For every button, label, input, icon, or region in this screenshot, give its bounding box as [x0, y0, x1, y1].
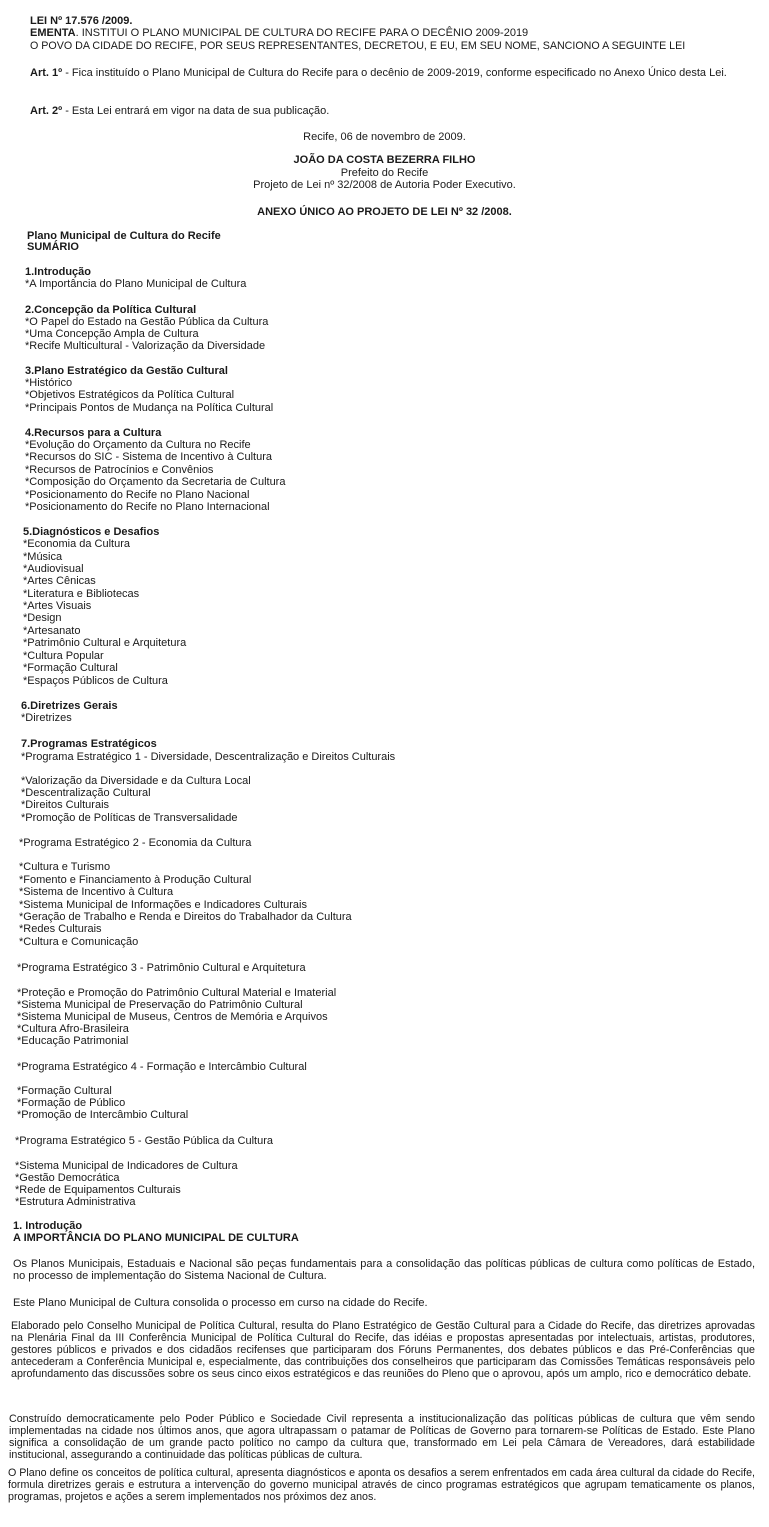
intro-heading: A IMPORTÂNCIA DO PLANO MUNICIPAL DE CULTURA	[13, 1232, 299, 1244]
intro-paragraph: Este Plano Municipal de Cultura consolida o processo em curso na cidade do Recife.	[13, 1297, 428, 1309]
program-item: *Fomento e Financiamento à Produção Cultural	[19, 874, 252, 886]
intro-paragraph: Os Planos Municipais, Estaduais e Nacional são peças fundamentais para a consolidação das políticas públicas de cultura como políticas de Estado, no processo de implementação do Sistema Nacional de Cultura.	[13, 1258, 755, 1282]
section-title: 3.Plano Estratégico da Gestão Cultural	[25, 365, 228, 377]
program-item: *Estrutura Administrativa	[15, 1196, 136, 1208]
program-item: *Redes Culturais	[19, 923, 102, 935]
intro-paragraph: O Plano define os conceitos de política cultural, apresenta diagnósticos e aponta os desafios a serem enfrentados em cada área cultural da cidade do Recife, formula diretrizes gerais e estrutura a intervenção do governo municipal através de cinco programas estratégicos que agrupam tematicamente os planos, programas, projetos e ações a serem implementados nos próximos dez anos.	[8, 1467, 755, 1503]
program-item: *Cultura Afro-Brasileira	[17, 1023, 129, 1035]
article-1	[30, 67, 752, 79]
program-item: *Promoção de Políticas de Transversalidade	[21, 812, 238, 824]
program-item: *Descentralização Cultural	[21, 787, 151, 799]
program-item: *Sistema Municipal de Preservação do Patrimônio Cultural	[17, 999, 303, 1011]
section-title: 5.Diagnósticos e Desafios	[23, 526, 160, 538]
section-item: *Recife Multicultural - Valorização da Diversidade	[25, 340, 266, 352]
signer-role: Prefeito do Recife	[340, 167, 429, 179]
section-item: *Posicionamento do Recife no Plano Nacional	[25, 489, 250, 501]
section-title: 7.Programas Estratégicos	[21, 738, 157, 750]
project-authorship: Projeto de Lei nº 32/2008 de Autoria Poder Executivo.	[253, 179, 516, 191]
section-item: *Objetivos Estratégicos da Política Cultural	[25, 389, 235, 401]
program-title: *Programa Estratégico 4 - Formação e Intercâmbio Cultural	[17, 1061, 307, 1073]
program-item: *Direitos Culturais	[21, 799, 110, 811]
section-title: 1.Introdução	[25, 266, 92, 278]
program-item: *Cultura e Comunicação	[19, 936, 139, 948]
program-title: *Programa Estratégico 5 - Gestão Pública da Cultura	[15, 1135, 274, 1147]
section-item: *Audiovisual	[23, 563, 84, 575]
section-item: *Artes Visuais	[23, 600, 92, 612]
section-item: *Música	[23, 551, 63, 563]
section-title: 2.Concepção da Política Cultural	[25, 304, 197, 316]
summary-label: SUMÁRIO	[27, 241, 79, 253]
section-item: *Histórico	[25, 377, 73, 389]
program-item: *Sistema Municipal de Informações e Indicadores Culturais	[19, 899, 307, 911]
section-item: *Literatura e Bibliotecas	[23, 588, 140, 600]
program-item: *Proteção e Promoção do Patrimônio Cultural Material e Imaterial	[17, 987, 337, 999]
program-title: *Programa Estratégico 3 - Patrimônio Cultural e Arquitetura	[17, 962, 306, 974]
section-item: *Diretrizes	[21, 712, 72, 724]
article-text: - Fica instituído o Plano Municipal de Cultura do Recife para o decênio de 2009-2019, conforme especificado no Anexo Único desta Lei.	[62, 67, 727, 79]
section-title: 6.Diretrizes Gerais	[21, 700, 118, 712]
section-item: *Formação Cultural	[23, 662, 118, 674]
section-item: *Patrimônio Cultural e Arquitetura	[23, 637, 187, 649]
intro-paragraph: Elaborado pelo Conselho Municipal de Política Cultural, resulta do Plano Estratégico de Gestão Cultural para a Cidade do Recife, das diretrizes aprovadas na Plenária Final da III Conferência Municipal de Política Cultural do Recife, das idéias e propostas apresentadas por intelectuais, artistas, produtores, gestores públicos e privados e dos cidadãos recifenses que participaram dos Fóruns Permanentes, dos debates públicos e das Pré-Conferências que antecederam a Conferência Municipal e, especialmente, das contribuições dos conselheiros que participaram das Comissões Temáticas responsáveis pelo aprofundamento das discussões sobre os seus cinco eixos estratégicos e das reuniões do Pleno que o aprovou, após um amplo, rico e democrático debate.	[11, 1320, 755, 1380]
law-number: LEI Nº 17.576 /2009.	[30, 15, 133, 27]
program-item: *Rede de Equipamentos Culturais	[15, 1184, 181, 1196]
intro-paragraph: Construído democraticamente pelo Poder Público e Sociedade Civil representa a institucionalização das políticas públicas de cultura que vêm sendo implementadas na cidade nos últimos anos, que agora ultrapassam o patamar de Políticas de Governo para tornarem-se Políticas de Estado. Este Plano significa a consolidação de um grande pacto político no campo da cultura que, transformado em Lei pela Câmara de Vereadores, dará estabilidade institucional, assegurando a continuidade das políticas públicas de cultura.	[9, 1413, 755, 1461]
annex-title: ANEXO ÚNICO AO PROJETO DE LEI Nº 32 /2008.	[257, 206, 512, 218]
article-2	[30, 105, 329, 117]
program-item: *Formação de Público	[17, 1097, 126, 1109]
section-item: *Uma Concepção Ampla de Cultura	[25, 328, 199, 340]
place-date: Recife, 06 de novembro de 2009.	[303, 131, 466, 143]
section-item: *Artes Cênicas	[23, 575, 96, 587]
ementa-label: EMENTA	[30, 27, 76, 39]
section-item: *Artesanato	[23, 625, 81, 637]
section-item: *Design	[23, 612, 62, 624]
signer-name: JOÃO DA COSTA BEZERRA FILHO	[293, 154, 476, 166]
program-item: *Cultura e Turismo	[19, 861, 111, 873]
article-label: Art. 1º	[30, 67, 63, 79]
program-item: *Formação Cultural	[17, 1085, 112, 1097]
section-item: *Evolução do Orçamento da Cultura no Recife	[25, 439, 251, 451]
program-title: *Programa Estratégico 2 - Economia da Cultura	[19, 837, 252, 849]
program-item: *Valorização da Diversidade e da Cultura Local	[21, 775, 251, 787]
program-item: *Promoção de Intercâmbio Cultural	[17, 1109, 189, 1121]
section-item: *A Importância do Plano Municipal de Cultura	[25, 278, 247, 290]
article-text: - Esta Lei entrará em vigor na data de sua publicação.	[62, 105, 330, 117]
section-item: *Recursos de Patrocínios e Convênios	[25, 464, 214, 476]
section-item: *Cultura Popular	[23, 650, 104, 662]
program-item: *Sistema Municipal de Museus, Centros de Memória e Arquivos	[17, 1011, 328, 1023]
program-item: *Educação Patrimonial	[17, 1035, 129, 1047]
program-title: *Programa Estratégico 1 - Diversidade, Descentralização e Direitos Culturais	[21, 751, 396, 763]
section-item: *Espaços Públicos de Cultura	[23, 675, 168, 687]
program-item: *Geração de Trabalho e Renda e Direitos do Trabalhador da Cultura	[19, 911, 352, 923]
intro-number: 1. Introdução	[13, 1220, 83, 1232]
program-item: *Gestão Democrática	[15, 1172, 120, 1184]
program-item: *Sistema Municipal de Indicadores de Cultura	[15, 1160, 238, 1172]
section-item: *Principais Pontos de Mudança na Política Cultural	[25, 402, 274, 414]
section-title: 4.Recursos para a Cultura	[25, 427, 162, 439]
preamble: O POVO DA CIDADE DO RECIFE, POR SEUS REPRESENTANTES, DECRETOU, E EU, EM SEU NOME, SANCIONO A SEGUINTE LEI	[30, 40, 686, 52]
section-item: *Composição do Orçamento da Secretaria de Cultura	[25, 476, 286, 488]
program-item: *Sistema de Incentivo à Cultura	[19, 886, 174, 898]
article-label: Art. 2º	[30, 105, 63, 117]
section-item: *Posicionamento do Recife no Plano Internacional	[25, 501, 270, 513]
plan-title: Plano Municipal de Cultura do Recife	[27, 230, 221, 242]
ementa-text: . INSTITUI O PLANO MUNICIPAL DE CULTURA DO RECIFE PARA O DECÊNIO 2009-2019	[75, 27, 529, 39]
section-item: *Recursos do SIC - Sistema de Incentivo à Cultura	[25, 451, 273, 463]
section-item: *Economia da Cultura	[23, 538, 131, 550]
section-item: *O Papel do Estado na Gestão Pública da Cultura	[25, 316, 269, 328]
ementa	[30, 27, 528, 39]
